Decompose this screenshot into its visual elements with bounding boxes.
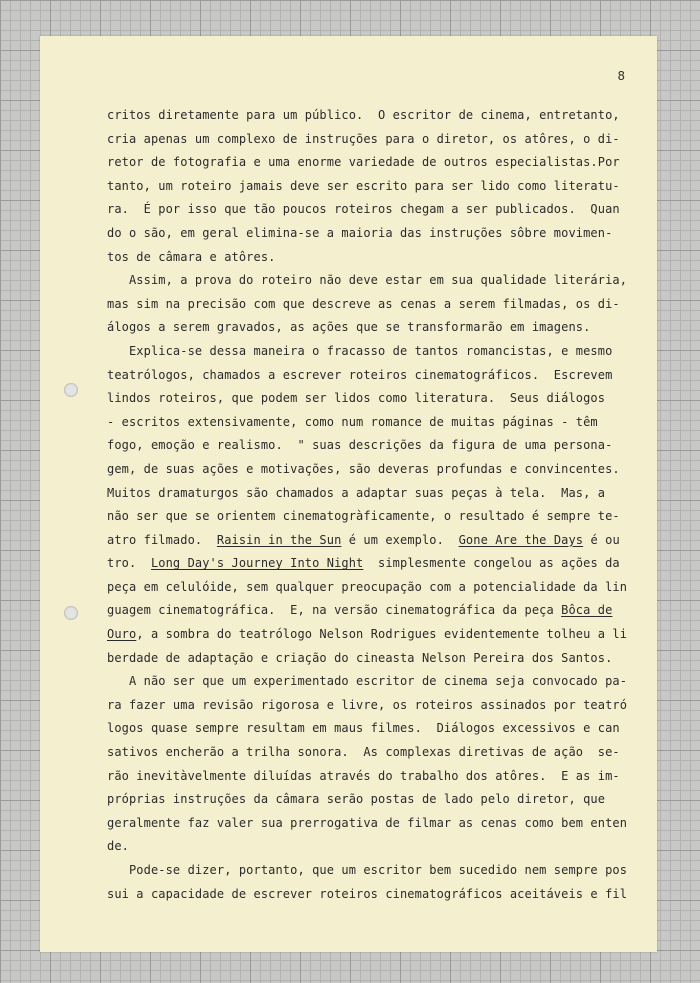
text-line xyxy=(107,812,627,836)
underlined-title: Long Day's Journey Into Night xyxy=(150,556,364,571)
text-line xyxy=(107,246,627,270)
text-line xyxy=(107,387,627,411)
text-segment: ra fazer uma revisão rigorosa e livre, os roteiros assinados por teatró xyxy=(107,697,628,712)
text-segment: geralmente faz valer sua prerrogativa de filmar as cenas como bem enten xyxy=(107,815,628,830)
underlined-title: Gone Are the Days xyxy=(458,532,584,547)
text-line xyxy=(107,717,627,741)
text-line xyxy=(107,293,627,317)
text-line xyxy=(107,552,627,576)
text-line xyxy=(107,434,627,458)
text-line xyxy=(107,505,627,529)
text-segment: , a sombra do teatrólogo Nelson Rodrigues evidentemente tolheu a li xyxy=(136,627,628,642)
text-line xyxy=(107,316,627,340)
text-segment: sativos encherão a trilha sonora. As complexas diretivas de ação se- xyxy=(107,745,620,760)
text-line xyxy=(107,104,627,128)
text-line xyxy=(107,175,627,199)
text-segment: retor de fotografia e uma enorme variedade de outros especialistas.Por xyxy=(107,155,620,170)
text-segment: mas sim na precisão com que descreve as cenas a serem filmadas, os di- xyxy=(107,296,620,311)
text-segment: do o são, em geral elimina-se a maioria das instruções sôbre movimen- xyxy=(107,225,613,240)
text-segment: critos diretamente para um público. O escritor de cinema, entretanto, xyxy=(107,108,620,122)
text-segment: Pode-se dizer, portanto, que um escritor bem sucedido nem sempre pos xyxy=(107,863,628,877)
text-line xyxy=(107,741,627,765)
text-line xyxy=(107,151,627,175)
text-segment: Muitos dramaturgos são chamados a adaptar suas peças à tela. Mas, a xyxy=(107,485,606,500)
text-segment: guagem cinematográfica. E, na versão cinematográfica da peça xyxy=(107,603,562,618)
text-line xyxy=(107,222,627,246)
text-segment: - escritos extensivamente, como num romance de muitas páginas - têm xyxy=(107,414,598,429)
text-line xyxy=(107,128,627,152)
text-segment: teatrólogos, chamados a escrever roteiros cinematográficos. Escrevem xyxy=(107,367,613,382)
text-line xyxy=(107,364,627,388)
text-segment: fogo, emoção e realismo. " suas descrições da figura de uma persona- xyxy=(107,438,613,453)
text-segment: próprias instruções da câmara serão postas de lado pelo diretor, que xyxy=(107,792,606,807)
text-segment: lindos roteiros, que podem ser lidos como literatura. Seus diálogos xyxy=(107,391,606,406)
text-segment: simplesmente congelou as ações da xyxy=(363,556,620,571)
punch-hole-top xyxy=(64,383,78,397)
text-line xyxy=(107,835,627,859)
text-segment: logos quase sempre resultam em maus filmes. Diálogos excessivos e can xyxy=(107,721,620,736)
punch-hole-bottom xyxy=(64,606,78,620)
text-segment: é um exemplo. xyxy=(341,532,459,547)
text-line xyxy=(107,647,627,671)
underlined-title: Ouro xyxy=(107,627,137,642)
text-segment: não ser que se orientem cinematogràficamente, o resultado é sempre te- xyxy=(107,509,620,524)
text-line xyxy=(107,599,627,623)
text-line xyxy=(107,529,627,553)
underlined-title: Raisin in the Sun xyxy=(216,532,342,547)
text-segment: A não ser que um experimentado escritor de cinema seja convocado pa- xyxy=(107,674,628,689)
text-segment: tanto, um roteiro jamais deve ser escrito para ser lido como literatu- xyxy=(107,178,620,193)
text-line xyxy=(107,576,627,600)
page-number: 8 xyxy=(617,68,625,83)
text-line xyxy=(107,411,627,435)
page-body-text xyxy=(107,104,627,906)
text-segment: álogos a serem gravados, as ações que se transformarão em imagens. xyxy=(107,320,591,335)
text-segment: gem, de suas ações e motivações, são deveras profundas e convincentes. xyxy=(107,461,620,476)
text-line xyxy=(107,765,627,789)
text-segment: sui a capacidade de escrever roteiros cinematográficos aceitáveis e fil xyxy=(107,886,628,901)
text-segment: rão inevitàvelmente diluídas através do trabalho dos atôres. E as im- xyxy=(107,768,620,783)
text-line xyxy=(107,458,627,482)
text-line xyxy=(107,623,627,647)
text-segment: peça em celulóide, sem qualquer preocupação com a potencialidade da lin xyxy=(107,579,628,594)
text-segment: Explica-se dessa maneira o fracasso de tantos romancistas, e mesmo xyxy=(107,343,613,358)
text-segment: atro filmado. xyxy=(107,532,217,547)
text-segment: tro. xyxy=(107,556,151,571)
text-segment: é ou xyxy=(583,532,620,547)
text-line xyxy=(107,340,627,364)
text-line xyxy=(107,269,627,293)
text-line xyxy=(107,859,627,883)
text-line xyxy=(107,788,627,812)
text-segment: de. xyxy=(107,839,129,854)
text-line xyxy=(107,694,627,718)
text-segment: cria apenas um complexo de instruções para o diretor, os atôres, o di- xyxy=(107,131,620,146)
text-segment: ra. É por isso que tão poucos roteiros chegam a ser publicados. Quan xyxy=(107,202,620,217)
text-segment: tos de câmara e atôres. xyxy=(107,249,276,264)
text-line xyxy=(107,670,627,694)
text-segment: Assim, a prova do roteiro não deve estar em sua qualidade literária, xyxy=(107,273,628,288)
text-line xyxy=(107,482,627,506)
text-line xyxy=(107,198,627,222)
typewritten-page xyxy=(40,36,657,952)
text-line xyxy=(107,883,627,907)
underlined-title: Bôca de xyxy=(561,603,613,618)
text-segment: berdade de adaptação e criação do cineasta Nelson Pereira dos Santos. xyxy=(107,650,613,665)
